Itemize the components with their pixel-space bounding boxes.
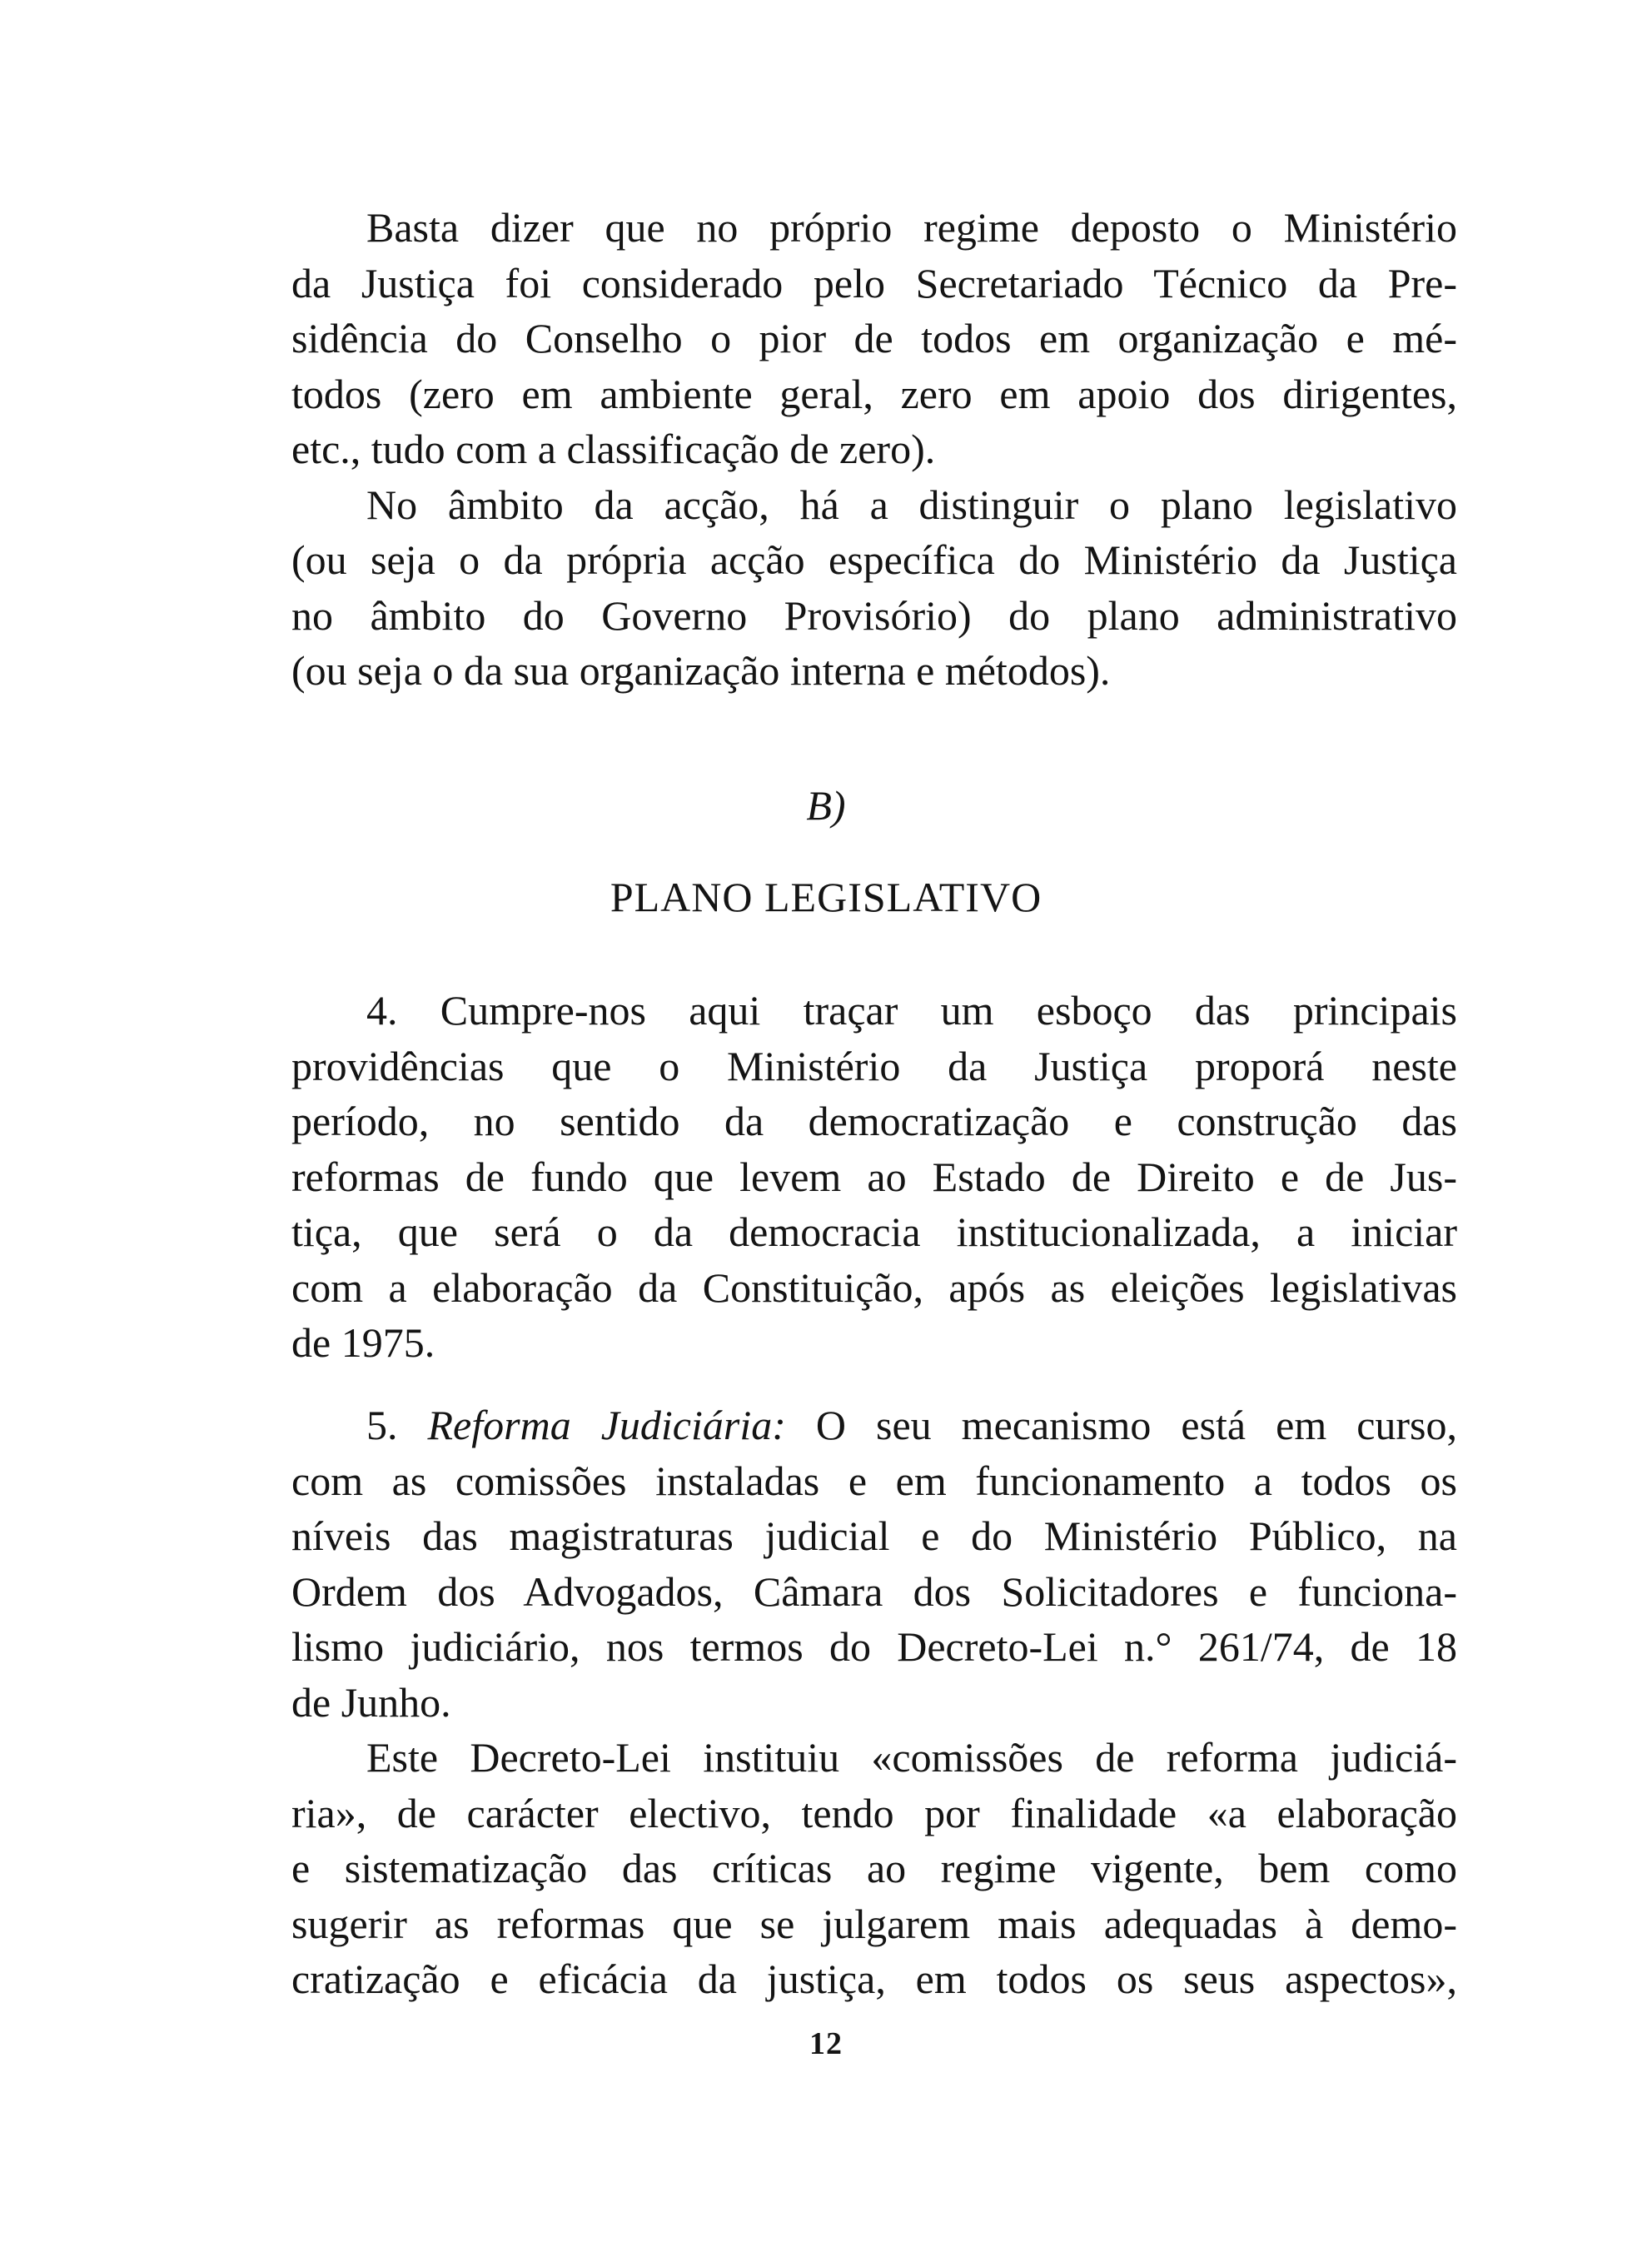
paragraph-number: 5. <box>366 1402 398 1448</box>
text-line: todos (zero em ambiente geral, zero em apoio dos dirigentes, <box>291 370 1457 417</box>
section-letter: B) <box>806 782 846 829</box>
text-line: (ou seja o da própria acção específica do Ministério da Justiça <box>291 536 1457 583</box>
text-line: Ordem dos Advogados, Câmara dos Solicitadores e funciona- <box>291 1567 1457 1615</box>
text-line: ria», de carácter electivo, tendo por finalidade «a elaboração <box>291 1789 1457 1836</box>
text-line: com a elaboração da Constituição, após as eleições legislativas <box>291 1263 1457 1311</box>
text-line: sugerir as reformas que se julgarem mais adequadas à demo- <box>291 1900 1457 1947</box>
text-line: tiça, que será o da democracia institucionalizada, a iniciar <box>291 1208 1457 1255</box>
paragraph-heading-rest: O seu mecanismo está em curso, <box>815 1402 1458 1448</box>
text-line: de Junho. <box>291 1678 451 1726</box>
text-line: de 1975. <box>291 1319 435 1366</box>
text-line: Basta dizer que no próprio regime deposto o Ministério <box>366 204 1457 251</box>
text-line: providências que o Ministério da Justiça proporá neste <box>291 1042 1457 1089</box>
text-line: com as comissões instaladas e em funcionamento a todos os <box>291 1457 1457 1504</box>
section-title: PLANO LEGISLATIVO <box>610 874 1042 920</box>
text-line: (ou seja o da sua organização interna e métodos). <box>291 647 1111 694</box>
text-line: reformas de fundo que levem ao Estado de Direito e de Jus- <box>291 1153 1457 1200</box>
text-line: Este Decreto-Lei instituiu «comissões de reforma judiciá- <box>366 1734 1457 1781</box>
text-block-intro <box>291 200 1457 699</box>
text-line: período, no sentido da democratização e construção das <box>291 1098 1457 1144</box>
text-line: níveis das magistraturas judicial e do Ministério Público, na <box>291 1512 1457 1559</box>
text-line: No âmbito da acção, há a distinguir o plano legislativo <box>366 481 1457 528</box>
paragraph-4 <box>291 983 1457 1371</box>
page-number: 12 <box>809 2026 843 2061</box>
text-line: 4. Cumpre-nos aqui traçar um esboço das principais <box>366 987 1457 1034</box>
paragraph-heading: Reforma Judiciária: <box>427 1402 786 1448</box>
text-line: e sistematização das críticas ao regime vigente, bem como <box>291 1845 1457 1891</box>
text-line: sidência do Conselho o pior de todos em organização e mé- <box>291 315 1457 361</box>
text-line: lismo judiciário, nos termos do Decreto-Lei n.° 261/74, de 18 <box>291 1623 1457 1670</box>
text-line: cratização e eficácia da justiça, em todos os seus aspectos», <box>291 1956 1457 2002</box>
paragraph-5 <box>291 1398 1457 2007</box>
text-line-heading <box>291 1398 1457 1453</box>
text-line: no âmbito do Governo Provisório) do plano administrativo <box>291 591 1457 639</box>
text-line: da Justiça foi considerado pelo Secretariado Técnico da Pre- <box>291 259 1457 306</box>
text-line: etc., tudo com a classificação de zero). <box>291 426 936 472</box>
